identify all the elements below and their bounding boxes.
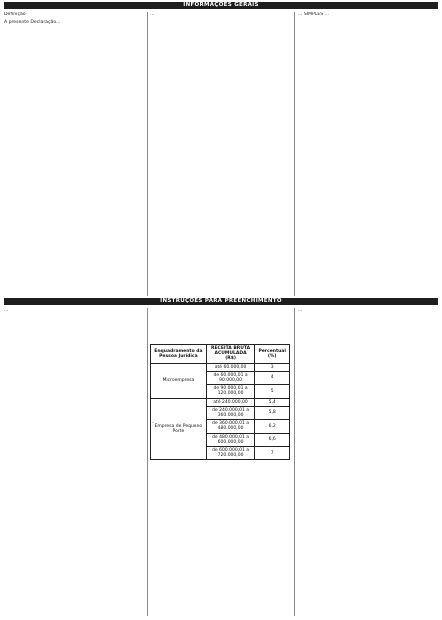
column-top-left [4,12,144,296]
table-cell-range: de 60.000,01 a 90.000,00 [206,371,255,384]
column-divider [147,12,148,296]
text-block: ... [150,420,155,425]
table-row [151,363,290,371]
table-header: Enquadramento da Pessoa Jurídica [151,345,207,364]
table-cell-rate: 5 [255,385,290,398]
text-block: ... [150,12,155,17]
table-cell-range: até 60.000,00 [206,363,255,371]
column-divider [294,12,295,296]
banner-informacoes-gerais: INFORMAÇÕES GERAIS [4,2,438,9]
table-cell-category: Microempresa [151,363,207,398]
table-row [151,398,290,406]
table-cell-range: de 480.000,01 a 600.000,00 [206,433,255,446]
column-divider [294,308,295,616]
text-block: ... SIMPLES ... [298,12,330,17]
table-cell-rate: 5,4 [255,398,290,406]
table-cell-range: de 360.000,01 a 480.000,00 [206,420,255,433]
column-divider [147,308,148,616]
text-block: A presente Declaração... [4,19,61,25]
table-header: RECEITA BRUTA ACUMULADA (R$) [206,345,255,364]
column-top-right [298,12,438,296]
table-cell-rate: 3 [255,363,290,371]
table-cell-range: até 240.000,00 [206,398,255,406]
table-cell-category: Empresa de Pequeno Porte [151,398,207,460]
table-cell-rate: 6,6 [255,433,290,446]
table-cell-range: de 600.000,01 a 720.000,00 [206,447,255,460]
column-bottom-center [150,420,290,616]
column-bottom-right [298,308,438,616]
banner-instrucoes-preenchimento: INSTRUÇÕES PARA PREENCHIMENTO [4,298,438,305]
table-header: Percentual (%) [255,345,290,364]
text-block: ... [4,308,9,313]
table-cell-rate: 6,2 [255,420,290,433]
column-bottom-left [4,308,144,616]
column-top-center [150,12,290,296]
text-block: ... [298,308,303,313]
table-cell-rate: 4 [255,371,290,384]
table-cell-rate: 7 [255,447,290,460]
table-cell-range: de 90.000,01 a 120.000,00 [206,385,255,398]
table-cell-range: de 240.000,01 a 360.000,00 [206,406,255,419]
text-block: Definição [4,12,26,17]
table-cell-rate: 5,8 [255,406,290,419]
